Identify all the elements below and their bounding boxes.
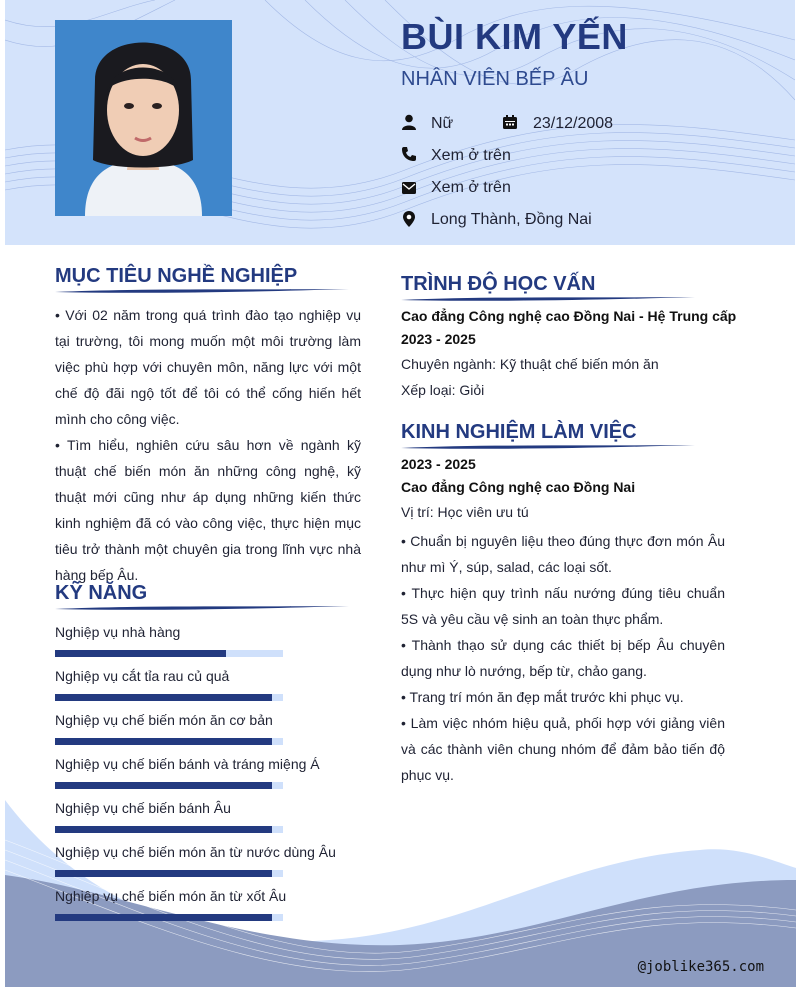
- footer-tag: @joblike365.com: [637, 959, 764, 975]
- skill-label: Nghiệp vụ chế biến bánh Âu: [55, 800, 231, 816]
- experience-bullet: • Thực hiện quy trình nấu nướng đúng tiêu chuẩn 5S và yêu cầu vệ sinh an toàn thực phẩm.: [401, 585, 725, 627]
- skill-item: [55, 800, 231, 816]
- objective-underline: [55, 288, 349, 294]
- education-period: 2023 - 2025: [401, 331, 476, 347]
- objective-paragraph-2: • Tìm hiểu, nghiên cứu sâu hơn về ngành kỹ thuật chế biến món ăn những công nghệ, kỹ thuật mới cũng như áp dụng những kiến thức kinh nghiệm đã có vào công việc, thực hiện mục tiêu trở thành một chuyên gia trong lĩnh vực nhà hàng bếp Âu.: [55, 437, 361, 583]
- skill-item: [55, 624, 180, 640]
- experience-bullet: • Làm việc nhóm hiệu quả, phối hợp với giảng viên và các thành viên chung nhóm để đảm bảo tiến độ phục vụ.: [401, 715, 725, 783]
- experience-position: Vị trí: Học viên ưu tú: [401, 504, 529, 520]
- skill-label: Nghiệp vụ chế biến món ăn cơ bản: [55, 712, 273, 728]
- skill-level-fill: [55, 650, 226, 657]
- location-icon: [401, 211, 417, 227]
- skill-label: Nghiệp vụ nhà hàng: [55, 624, 181, 640]
- education-rank: Xếp loại: Giỏi: [401, 382, 485, 398]
- experience-underline: [401, 444, 695, 450]
- skills-underline: [55, 605, 349, 611]
- email-icon: [401, 180, 417, 196]
- skill-item: [55, 888, 286, 904]
- skill-item: [55, 712, 273, 728]
- education-major: Chuyên ngành: Kỹ thuật chế biến món ăn: [401, 356, 659, 372]
- skill-bar: [55, 738, 283, 745]
- calendar-icon: [502, 114, 518, 130]
- skill-label: Nghiệp vụ chế biến món ăn từ xốt Âu: [55, 888, 287, 904]
- profile-photo: [55, 20, 232, 216]
- avatar: [55, 20, 232, 216]
- skill-item: [55, 756, 320, 772]
- skill-level-fill: [55, 870, 272, 877]
- phone-value: Xem ở trên: [431, 147, 511, 164]
- skill-bar: [55, 870, 283, 877]
- objective-paragraph-1: • Với 02 năm trong quá trình đào tạo nghiệp vụ tại trường, tôi mong muốn một môi trường làm việc phù hợp với chuyên môn, năng lực với một chế độ đãi ngộ tốt để tôi có thể cống hiến hết mình cho công việc.: [55, 307, 361, 427]
- experience-company: Cao đẳng Công nghệ cao Đồng Nai: [401, 479, 636, 495]
- phone-icon: [401, 146, 417, 162]
- skill-bar: [55, 694, 283, 701]
- education-underline: [401, 296, 695, 302]
- email-value: Xem ở trên: [431, 179, 511, 196]
- objective-title: MỤC TIÊU NGHỀ NGHIỆP: [55, 265, 298, 287]
- education-school: Cao đẳng Công nghệ cao Đồng Nai - Hệ Trung cấp: [401, 308, 737, 324]
- skill-level-fill: [55, 914, 272, 921]
- skill-bar: [55, 782, 283, 789]
- experience-bullet: • Trang trí món ăn đẹp mắt trước khi phục vụ.: [401, 689, 684, 705]
- candidate-name: BÙI KIM YẾN: [401, 16, 628, 57]
- experience-bullets: [401, 528, 725, 788]
- experience-title: KINH NGHIỆM LÀM VIỆC: [401, 421, 637, 443]
- skills-title: KỸ NĂNG: [55, 582, 148, 604]
- gender-value: Nữ: [431, 115, 454, 132]
- skill-level-fill: [55, 738, 272, 745]
- skill-item: [55, 844, 336, 860]
- skill-level-fill: [55, 694, 272, 701]
- birthdate-value: 23/12/2008: [533, 115, 614, 132]
- skill-level-fill: [55, 782, 272, 789]
- skill-label: Nghiệp vụ chế biến bánh và tráng miệng Á: [55, 756, 320, 772]
- skill-label: Nghiệp vụ cắt tỉa rau củ quả: [55, 668, 230, 684]
- skill-bar: [55, 914, 283, 921]
- experience-bullet: • Chuẩn bị nguyên liệu theo đúng thực đơn món Âu như mì Ý, súp, salad, các loại sốt.: [401, 533, 725, 575]
- job-title: NHÂN VIÊN BẾP ÂU: [401, 68, 589, 90]
- skill-label: Nghiệp vụ chế biến món ăn từ nước dùng Âu: [55, 844, 336, 860]
- skill-level-fill: [55, 826, 272, 833]
- education-title: TRÌNH ĐỘ HỌC VẤN: [401, 273, 596, 295]
- skill-bar: [55, 826, 283, 833]
- person-icon: [401, 114, 417, 130]
- experience-bullet: • Thành thạo sử dụng các thiết bị bếp Âu chuyên dụng như lò nướng, bếp từ, chảo gang.: [401, 637, 725, 679]
- address-value: Long Thành, Đồng Nai: [431, 211, 592, 228]
- skill-item: [55, 668, 229, 684]
- experience-period: 2023 - 2025: [401, 456, 476, 472]
- skill-bar: [55, 650, 283, 657]
